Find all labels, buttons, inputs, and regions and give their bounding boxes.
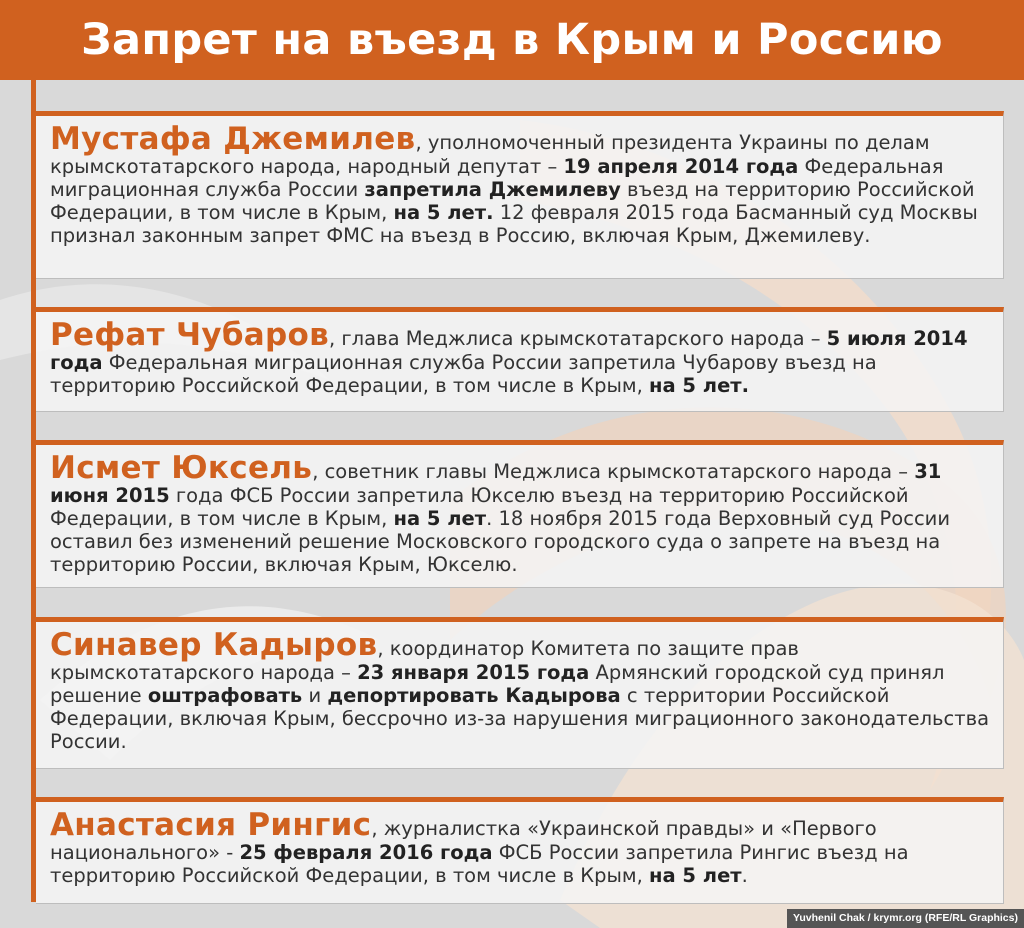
person-name: Мустафа Джемилев bbox=[50, 121, 416, 157]
body-text: Армянский городской суд принял решение bbox=[50, 661, 945, 707]
body-text: , советник главы Меджлиса крымскотатарского народа – bbox=[312, 460, 915, 483]
highlight-text: запретила Джемилеву bbox=[364, 178, 621, 201]
highlight-text: 23 января 2015 года bbox=[357, 661, 590, 684]
credit-label: Yuvhenil Chak / krymr.org (RFE/RL Graphics) bbox=[787, 909, 1024, 928]
person-name: Анастасия Рингис bbox=[50, 807, 372, 843]
highlight-text: на 5 лет. bbox=[649, 374, 750, 397]
entry-text bbox=[50, 121, 993, 247]
body-text: 12 февраля 2015 года Басманный суд Москвы признал законным запрет ФМС на въезд в Россию, включая Крым, Джемилеву. bbox=[50, 201, 978, 247]
body-text: Федеральная миграционная служба России bbox=[50, 155, 944, 201]
entry-text bbox=[50, 627, 993, 753]
body-text: въезд на территорию Российской Федерации, в том числе в Крым, bbox=[50, 178, 975, 224]
highlight-text: 25 февраля 2016 года bbox=[239, 841, 493, 864]
highlight-text: 31 июня 2015 bbox=[50, 460, 942, 507]
page-title: Запрет на въезд в Крым и Россию bbox=[81, 15, 943, 65]
highlight-text: депортировать Кадырова bbox=[327, 684, 621, 707]
entry-text bbox=[50, 450, 993, 576]
body-text: . bbox=[741, 864, 748, 887]
entry-card-kadyrov bbox=[36, 617, 1004, 769]
highlight-text: оштрафовать bbox=[147, 684, 303, 707]
header-banner bbox=[0, 0, 1024, 80]
body-text: , координатор Комитета по защите прав крымскотатарского народа – bbox=[50, 637, 799, 684]
body-text: с территории Российской Федерации, включая Крым, бессрочно из-за нарушения миграционного законодательства России. bbox=[50, 684, 990, 753]
entry-card-yuksel bbox=[36, 440, 1004, 588]
person-name: Синавер Кадыров bbox=[50, 627, 378, 663]
entry-card-dzhemilev bbox=[36, 111, 1004, 279]
highlight-text: 19 апреля 2014 года bbox=[563, 155, 799, 178]
body-text: ФСБ России запретила Рингис въезд на территорию Российской Федерации, в том числе в Крым, bbox=[50, 841, 909, 887]
body-text: года ФСБ России запретила Юкселю въезд на территорию Российской Федерации, в том числе в Крым, bbox=[50, 484, 909, 530]
highlight-text: 5 июля 2014 года bbox=[50, 327, 968, 374]
person-name: Рефат Чубаров bbox=[50, 317, 330, 353]
entry-card-ringis bbox=[36, 797, 1004, 904]
entry-card-chubarov bbox=[36, 307, 1004, 412]
highlight-text: на 5 лет bbox=[393, 507, 487, 530]
body-text: , уполномоченный президента Украины по делам крымскотатарского народа, народный депутат – bbox=[50, 131, 930, 178]
body-text: и bbox=[302, 684, 328, 707]
highlight-text: на 5 лет bbox=[649, 864, 742, 887]
person-name: Исмет Юксель bbox=[50, 450, 313, 486]
highlight-text: на 5 лет. bbox=[393, 201, 494, 224]
body-text: , глава Меджлиса крымскотатарского народа – bbox=[329, 327, 827, 350]
body-text: . 18 ноября 2015 года Верховный суд России оставил без изменений решение Московского городского суда о запрете на въезд на территорию России, включая Крым, Юкселю. bbox=[50, 507, 951, 576]
body-text: , журналистка «Украинской правды» и «Первого национального» - bbox=[50, 817, 877, 864]
entry-text bbox=[50, 317, 993, 397]
body-text: Федеральная миграционная служба России запретила Чубарову въезд на территорию Российской Федерации, в том числе в Крым, bbox=[50, 351, 877, 397]
entry-text bbox=[50, 807, 993, 887]
